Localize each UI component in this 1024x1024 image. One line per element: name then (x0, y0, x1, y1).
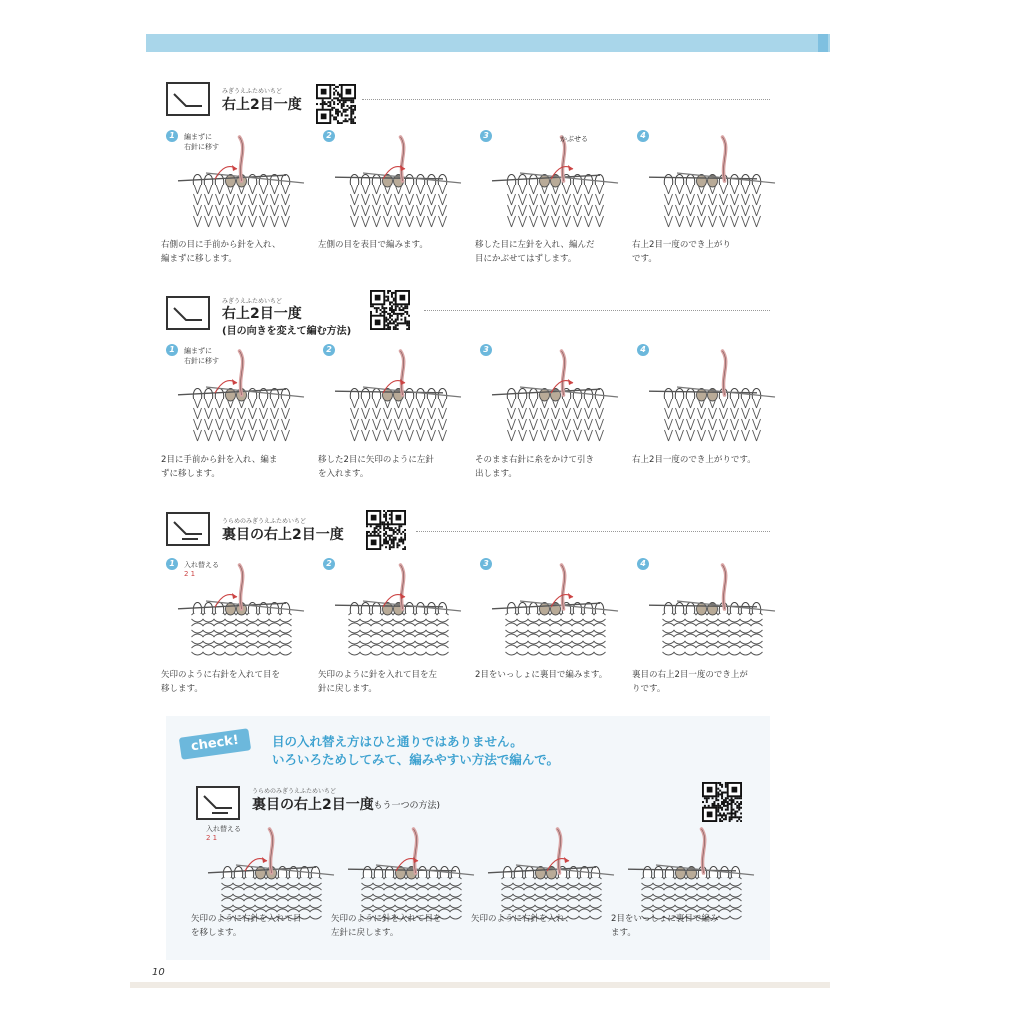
check-line-2: いろいろためしてみて、編みやすい方法で編んで。 (272, 752, 560, 767)
page-number: 10 (152, 967, 165, 978)
purl-right-decrease-symbol-icon (166, 512, 210, 546)
section-2-title: 右上2目一度 (222, 306, 302, 322)
knitting-step-illustration (333, 135, 463, 230)
header-band-end (818, 34, 828, 52)
step-number-badge: 1 (166, 344, 178, 356)
step-caption: 矢印のように針を入れて目を 左針に戻します。 (331, 914, 442, 938)
right-decrease-symbol-icon (166, 82, 210, 116)
step-note-secondary: 2 1 (184, 570, 196, 578)
knitting-step-illustration (346, 827, 476, 922)
knitting-step-illustration (206, 827, 336, 922)
step-caption: 矢印のように右針を入れ、 (471, 914, 574, 924)
section-1-ruby: みぎうえふためいちど (222, 88, 283, 95)
step-caption: 裏目の右上2目一度のでき上が りです。 (632, 670, 748, 694)
step-caption: 2目をいっしょに裏目で編み ます。 (611, 914, 719, 938)
step-caption: 右上2目一度のでき上がり です。 (632, 240, 731, 264)
step-number-badge: 4 (637, 344, 649, 356)
knitting-step-illustration (647, 135, 777, 230)
section-2-ruby: みぎうえふためいちど (222, 298, 283, 305)
qr-code-icon[interactable] (702, 782, 742, 822)
step-caption: そのまま右針に糸をかけて引き 出します。 (475, 455, 595, 479)
section-3-title: 裏目の右上2目一度 (222, 527, 344, 543)
step-caption: 移した目に左針を入れ、編んだ 目にかぶせてはずします。 (475, 240, 595, 264)
step-caption: 左側の目を表目で編みます。 (318, 240, 428, 250)
step-note: 入れ替える (206, 825, 241, 833)
step-number-badge: 2 (323, 344, 335, 356)
knitting-step-illustration (176, 563, 306, 658)
step-caption: 右側の目に手前から針を入れ、 編まずに移します。 (161, 240, 281, 264)
check-subtitle: (もう一つの方法) (370, 801, 441, 811)
knitting-step-illustration (626, 827, 756, 922)
step-3 (476, 822, 626, 952)
step-caption: 右上2目一度のでき上がりです。 (632, 455, 756, 465)
step-note: 入れ替える (184, 561, 219, 569)
step-note: 編まずに (184, 133, 212, 141)
knitting-step-illustration (333, 349, 463, 444)
step-caption: 2目に手前から針を入れ、編ま ずに移します。 (161, 455, 278, 479)
divider (424, 310, 770, 311)
qr-code-icon[interactable] (366, 510, 406, 550)
step-number-badge: 3 (480, 344, 492, 356)
section-1-title: 右上2目一度 (222, 97, 302, 113)
step-number-badge: 4 (637, 558, 649, 570)
right-decrease-symbol-icon (166, 296, 210, 330)
step-note-secondary: 右針に移す (184, 143, 219, 151)
knitting-step-illustration (490, 135, 620, 230)
step-number-badge: 4 (637, 130, 649, 142)
step-caption: 2目をいっしょに裏目で編みます。 (475, 670, 608, 680)
step-number-badge: 2 (323, 130, 335, 142)
check-badge: check! (179, 728, 251, 760)
step-number-badge: 2 (323, 558, 335, 570)
step-number-badge: 3 (480, 558, 492, 570)
step-caption: 矢印のように針を入れて目を左 針に戻します。 (318, 670, 438, 694)
step-number-badge: 1 (166, 558, 178, 570)
step-caption: 矢印のように右針を入れて目を 移します。 (161, 670, 281, 694)
purl-right-decrease-symbol-icon (196, 786, 240, 820)
footer-band (130, 982, 830, 988)
step-caption: 移した2目に矢印のように左針 を入れます。 (318, 455, 434, 479)
qr-code-icon[interactable] (370, 290, 410, 330)
knitting-step-illustration (647, 349, 777, 444)
header-band (146, 34, 830, 52)
check-title: 裏目の右上2目一度 (252, 797, 374, 813)
step-number-badge: 3 (480, 130, 492, 142)
knitting-step-illustration (486, 827, 616, 922)
knitting-step-illustration (333, 563, 463, 658)
divider (362, 99, 770, 100)
step-note-secondary: 右針に移す (184, 357, 219, 365)
knitting-step-illustration (490, 563, 620, 658)
knitting-step-illustration (647, 563, 777, 658)
section-2-subtitle: (目の向きを変えて編む方法) (222, 326, 352, 337)
section-3-ruby: うらめのみぎうえふためいちど (222, 518, 307, 525)
qr-code-icon[interactable] (316, 84, 356, 124)
divider (416, 531, 770, 532)
check-line-1: 目の入れ替え方はひと通りではありません。 (272, 734, 523, 749)
step-number-badge: 1 (166, 130, 178, 142)
check-ruby: うらめのみぎうえふためいちど (252, 788, 337, 795)
step-note: 編まずに (184, 347, 212, 355)
step-note-secondary: 2 1 (206, 834, 218, 842)
knitting-step-illustration (490, 349, 620, 444)
step-caption: 矢印のように右針を入れて目 を移します。 (191, 914, 302, 938)
step-note: かぶせる (560, 135, 588, 143)
